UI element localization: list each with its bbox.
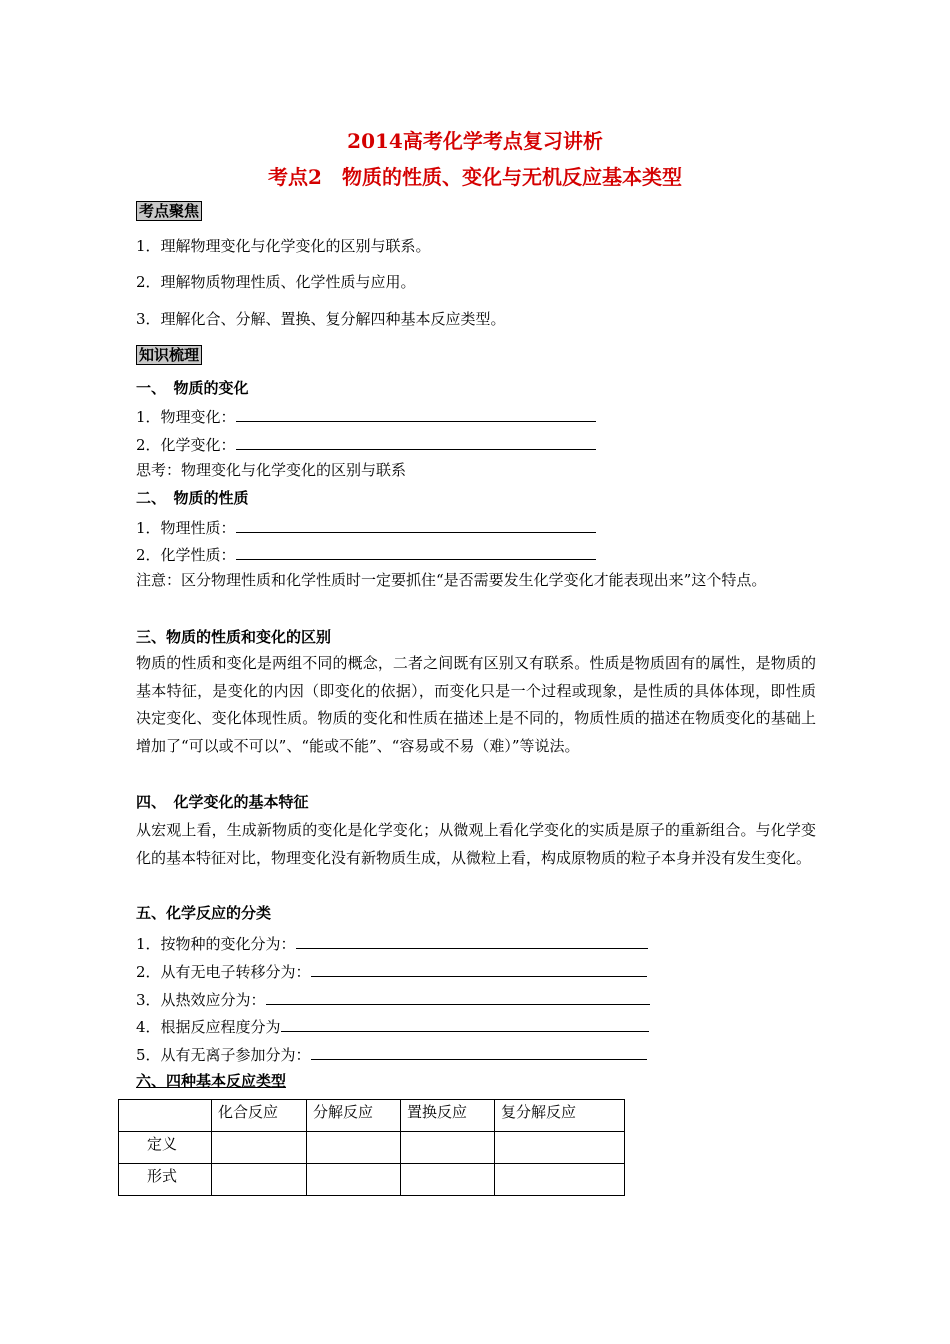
classification-item-5 [136, 1043, 647, 1065]
table-cell [495, 1132, 625, 1164]
answer-blank [266, 988, 650, 1005]
table-row [119, 1164, 625, 1196]
doc-subtitle: 考点2 物质的性质、变化与无机反应基本类型 [268, 165, 682, 189]
answer-blank [311, 960, 647, 977]
table-cell [307, 1132, 401, 1164]
focus-item-1: 1．理解物理变化与化学变化的区别与联系。 [136, 237, 431, 255]
think-prompt: 思考：物理变化与化学变化的区别与联系 [136, 461, 407, 479]
fill-label: 4．根据反应程度分为 [136, 1018, 281, 1036]
focus-item-2: 2．理解物质物理性质、化学性质与应用。 [136, 273, 416, 291]
section-1-heading: 一、 物质的变化 [136, 379, 249, 397]
answer-blank [296, 932, 648, 949]
answer-blank [236, 543, 596, 560]
answer-blank [281, 1015, 649, 1032]
section-2-heading: 二、 物质的性质 [136, 489, 249, 507]
fill-label: 3．从热效应分为： [136, 991, 266, 1009]
reaction-types-table [118, 1099, 625, 1196]
fill-line-physical-property [136, 516, 596, 538]
fill-label: 1．按物种的变化分为： [136, 935, 296, 953]
fill-label: 2．从有无电子转移分为： [136, 963, 311, 981]
knowledge-badge: 知识梳理 [136, 345, 202, 365]
table-cell [212, 1132, 307, 1164]
table-cell [307, 1164, 401, 1196]
section-3-paragraph: 物质的性质和变化是两组不同的概念，二者之间既有区别又有联系。性质是物质固有的属性，是物质的基本特征，是变化的内因（即变化的依据），而变化只是一个过程或现象，是性质的具体体现，即性质决定变化、变化体现性质。物质的变化和性质在描述上是不同的，物质性质的描述在物质变化的基础上增加了“可以或不可以”、“能或不能”、“容易或不易（难）”等说法。 [136, 654, 816, 755]
header-cell: 化合反应 [212, 1100, 307, 1132]
answer-blank [311, 1043, 647, 1060]
header-cell [119, 1100, 212, 1132]
classification-item-4 [136, 1015, 649, 1037]
fill-label: 2．化学变化： [136, 436, 236, 454]
table-cell [401, 1132, 495, 1164]
fill-label: 5．从有无离子参加分为： [136, 1046, 311, 1064]
note-paragraph: 注意：区分物理性质和化学性质时一定要抓住“是否需要发生化学变化才能表现出来”这个特点。 [136, 571, 767, 589]
header-cell: 复分解反应 [495, 1100, 625, 1132]
doc-title: 2014高考化学考点复习讲析 [347, 129, 603, 153]
answer-blank [236, 516, 596, 533]
table-cell [495, 1164, 625, 1196]
table-row [119, 1132, 625, 1164]
answer-blank [236, 405, 596, 422]
focus-badge: 考点聚焦 [136, 201, 202, 221]
section-5-heading: 五、化学反应的分类 [136, 904, 272, 922]
table-cell [401, 1164, 495, 1196]
header-cell: 分解反应 [307, 1100, 401, 1132]
section-6-heading: 六、四种基本反应类型 [136, 1072, 287, 1090]
classification-item-2 [136, 960, 647, 982]
header-cell: 置换反应 [401, 1100, 495, 1132]
table-cell [212, 1164, 307, 1196]
fill-label: 1．物理变化： [136, 408, 236, 426]
classification-item-3 [136, 988, 650, 1010]
row-label: 定义 [119, 1132, 212, 1164]
answer-blank [236, 433, 596, 450]
focus-item-3: 3．理解化合、分解、置换、复分解四种基本反应类型。 [136, 310, 506, 328]
fill-label: 1．物理性质： [136, 519, 236, 537]
classification-item-1 [136, 932, 648, 954]
row-label: 形式 [119, 1164, 212, 1196]
section-4-heading: 四、 化学变化的基本特征 [136, 793, 309, 811]
section-4-paragraph: 从宏观上看，生成新物质的变化是化学变化；从微观上看化学变化的实质是原子的重新组合。与化学变化的基本特征对比，物理变化没有新物质生成，从微粒上看，构成原物质的粒子本身并没有发生变化。 [136, 821, 816, 867]
table-header-row [119, 1100, 625, 1132]
section-3-heading: 三、物质的性质和变化的区别 [136, 628, 332, 646]
fill-line-physical-change [136, 405, 596, 427]
fill-label: 2．化学性质： [136, 546, 236, 564]
fill-line-chemical-property [136, 543, 596, 565]
fill-line-chemical-change [136, 433, 596, 455]
